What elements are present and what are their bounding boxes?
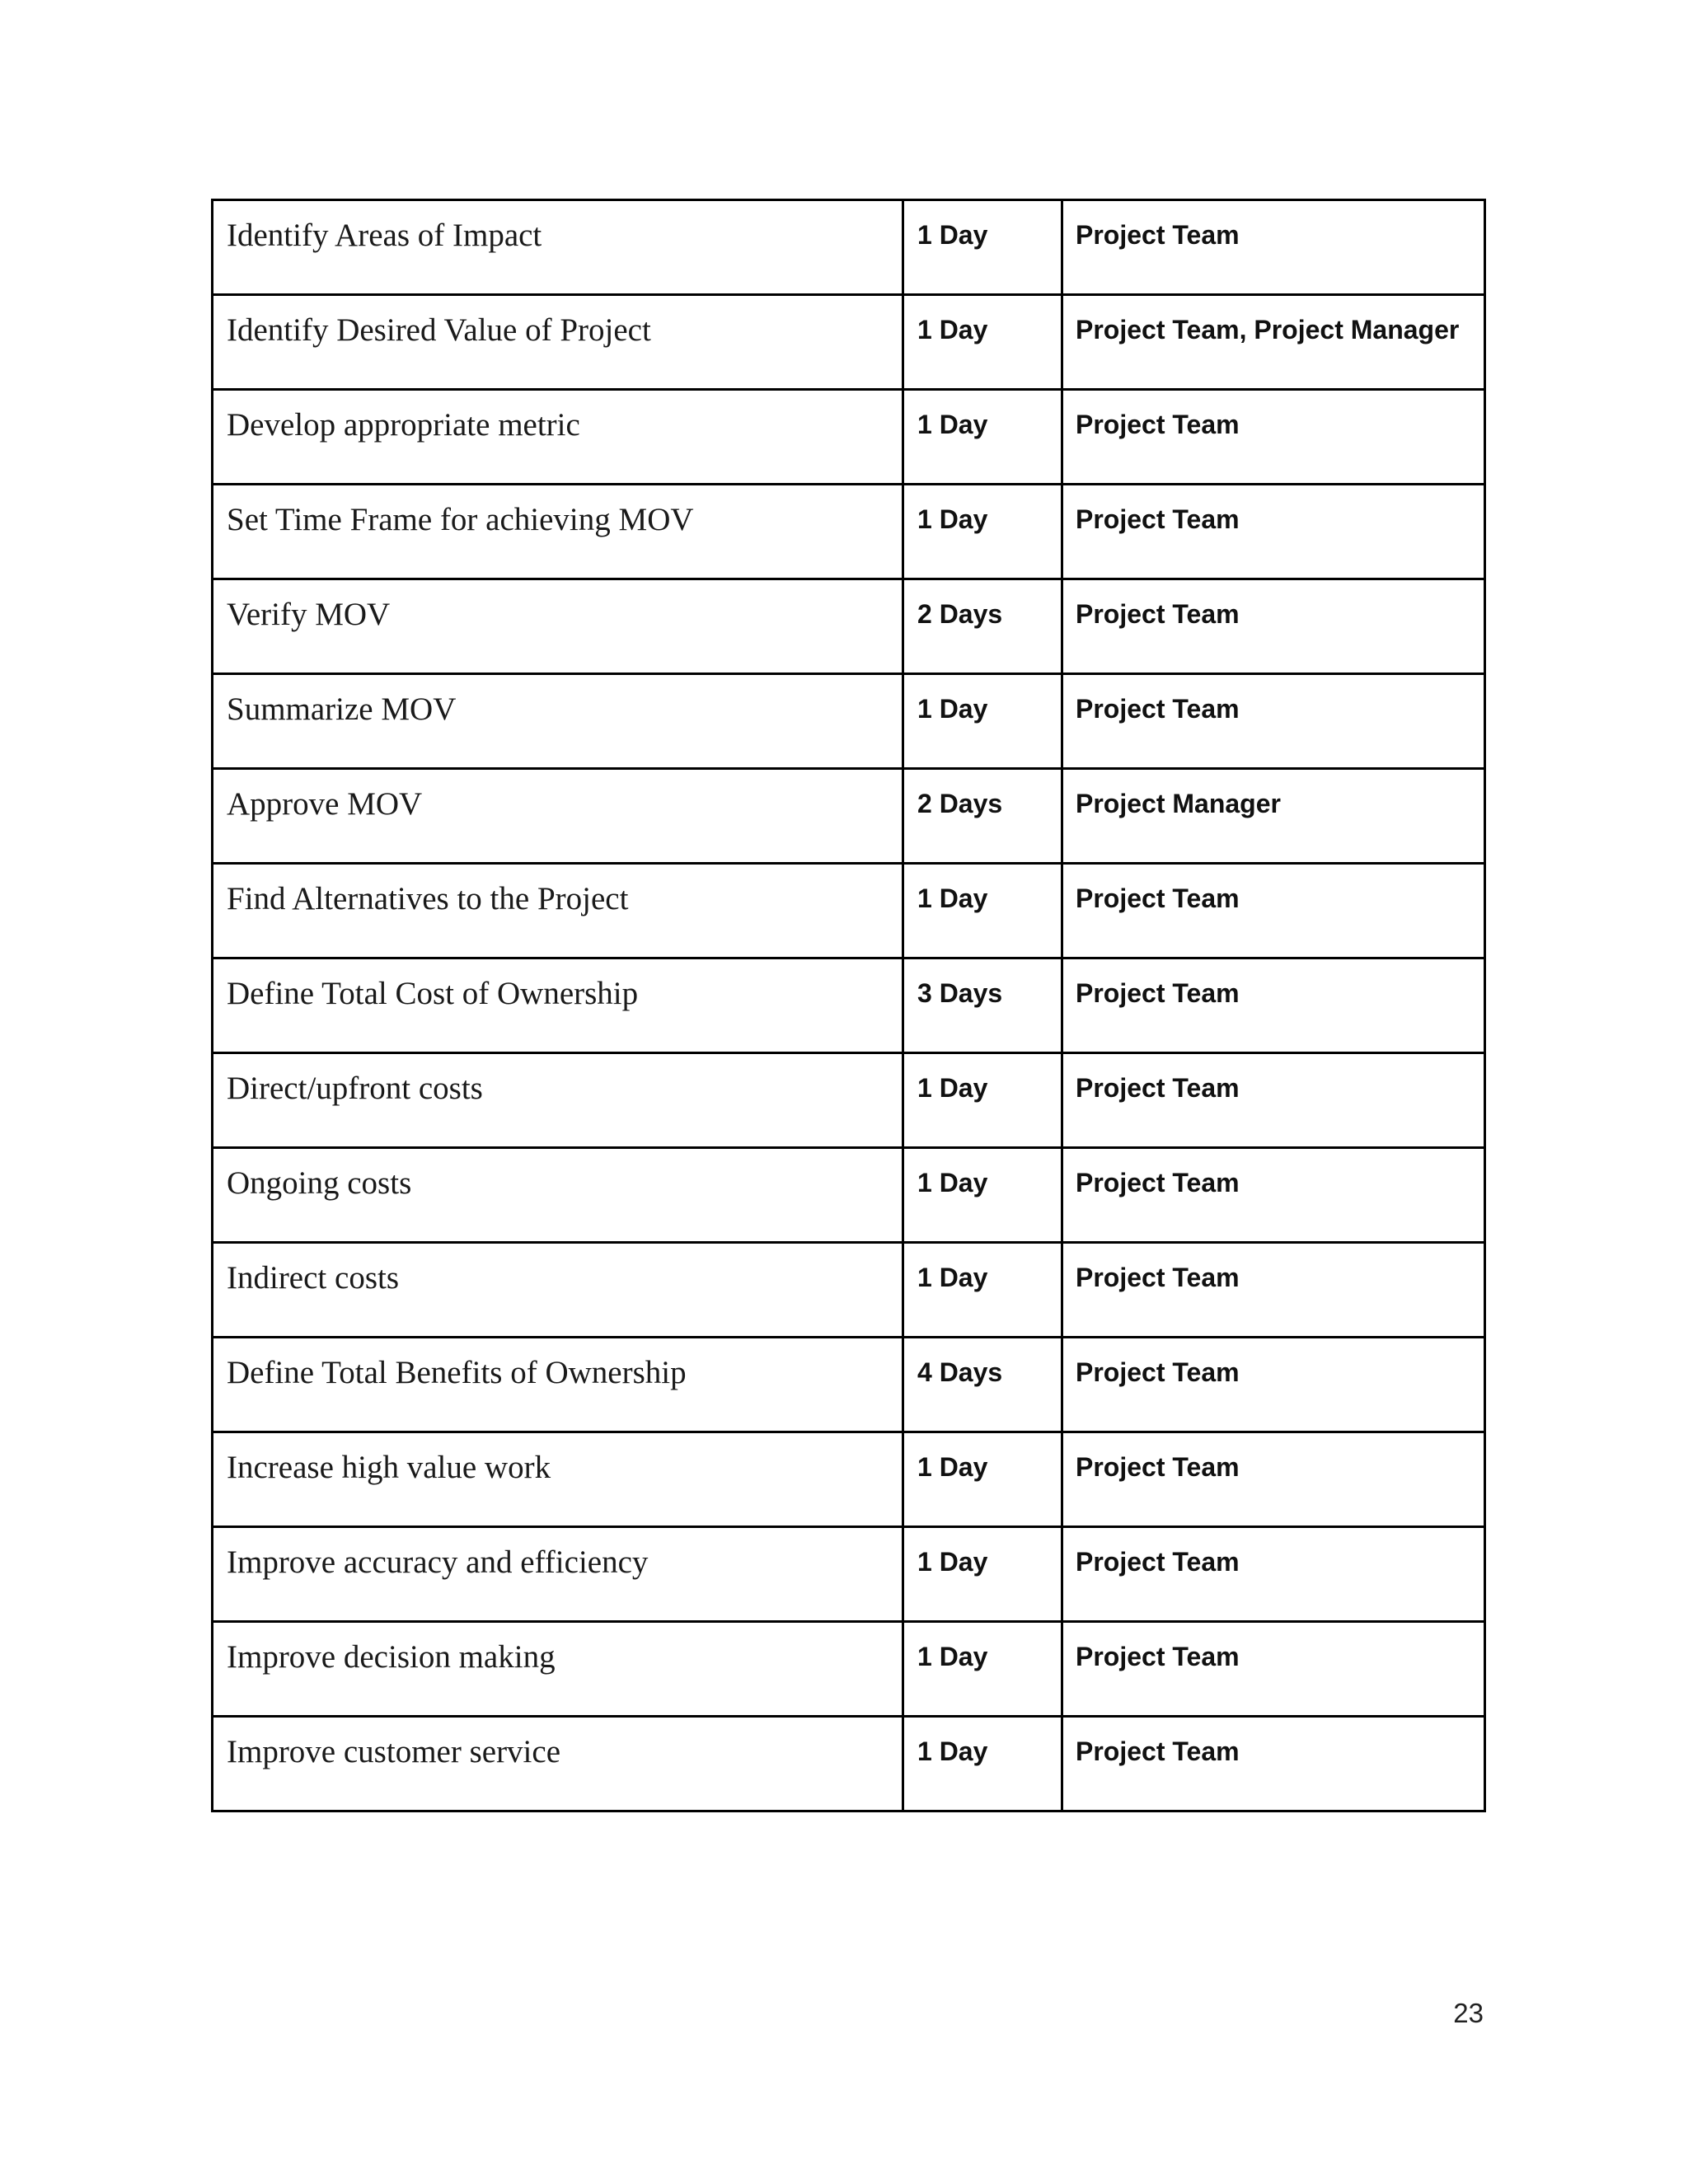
task-resource: Project Team bbox=[1076, 504, 1240, 534]
task-resource: Project Team bbox=[1076, 1642, 1240, 1671]
task-resource: Project Team bbox=[1076, 599, 1240, 629]
table-row bbox=[213, 864, 1485, 958]
task-name: Verify MOV bbox=[227, 597, 391, 632]
table-row bbox=[213, 295, 1485, 390]
duration-cell bbox=[903, 200, 1062, 295]
resource-cell bbox=[1062, 579, 1485, 674]
task-resource: Project Team bbox=[1076, 1357, 1240, 1387]
task-duration: 2 Days bbox=[917, 789, 1003, 818]
task-cell bbox=[213, 390, 903, 485]
task-cell bbox=[213, 1527, 903, 1622]
table-row bbox=[213, 1053, 1485, 1148]
table-row bbox=[213, 1338, 1485, 1432]
task-cell bbox=[213, 1622, 903, 1717]
task-cell bbox=[213, 1053, 903, 1148]
task-duration: 1 Day bbox=[917, 883, 988, 913]
task-name: Indirect costs bbox=[227, 1260, 400, 1296]
task-duration: 1 Day bbox=[917, 220, 988, 250]
task-cell bbox=[213, 579, 903, 674]
table-row bbox=[213, 1148, 1485, 1243]
task-name: Identify Areas of Impact bbox=[227, 218, 542, 253]
duration-cell bbox=[903, 674, 1062, 769]
task-resource: Project Team bbox=[1076, 1263, 1240, 1292]
table-row bbox=[213, 1432, 1485, 1527]
table-body bbox=[213, 200, 1485, 1811]
task-duration: 1 Day bbox=[917, 1452, 988, 1482]
table-row bbox=[213, 1622, 1485, 1717]
duration-cell bbox=[903, 1053, 1062, 1148]
resource-cell bbox=[1062, 390, 1485, 485]
task-name: Increase high value work bbox=[227, 1450, 551, 1485]
task-name: Identify Desired Value of Project bbox=[227, 312, 651, 348]
resource-cell bbox=[1062, 1527, 1485, 1622]
table-row bbox=[213, 579, 1485, 674]
duration-cell bbox=[903, 485, 1062, 579]
task-name: Summarize MOV bbox=[227, 691, 457, 727]
task-resource: Project Team bbox=[1076, 978, 1240, 1008]
task-resource: Project Team, Project Manager bbox=[1076, 315, 1460, 344]
table-row bbox=[213, 1527, 1485, 1622]
resource-cell bbox=[1062, 1622, 1485, 1717]
duration-cell bbox=[903, 579, 1062, 674]
task-name: Improve accuracy and efficiency bbox=[227, 1544, 649, 1580]
task-cell bbox=[213, 1432, 903, 1527]
task-name: Direct/upfront costs bbox=[227, 1071, 483, 1106]
task-cell bbox=[213, 864, 903, 958]
task-duration: 1 Day bbox=[917, 315, 988, 344]
task-resource: Project Team bbox=[1076, 1452, 1240, 1482]
task-duration: 1 Day bbox=[917, 1736, 988, 1766]
task-duration: 1 Day bbox=[917, 1547, 988, 1577]
task-name: Set Time Frame for achieving MOV bbox=[227, 502, 694, 537]
table-row bbox=[213, 769, 1485, 864]
resource-cell bbox=[1062, 485, 1485, 579]
table-row bbox=[213, 1243, 1485, 1338]
task-duration: 1 Day bbox=[917, 694, 988, 724]
duration-cell bbox=[903, 1148, 1062, 1243]
task-duration: 1 Day bbox=[917, 1263, 988, 1292]
duration-cell bbox=[903, 1622, 1062, 1717]
task-duration: 4 Days bbox=[917, 1357, 1003, 1387]
table-row bbox=[213, 485, 1485, 579]
duration-cell bbox=[903, 1243, 1062, 1338]
page-number: 23 bbox=[1453, 1998, 1484, 2028]
resource-cell bbox=[1062, 1053, 1485, 1148]
task-resource: Project Team bbox=[1076, 410, 1240, 439]
task-resource: Project Team bbox=[1076, 1168, 1240, 1197]
duration-cell bbox=[903, 1717, 1062, 1811]
task-cell bbox=[213, 674, 903, 769]
resource-cell bbox=[1062, 1243, 1485, 1338]
task-resource: Project Team bbox=[1076, 1547, 1240, 1577]
task-duration: 3 Days bbox=[917, 978, 1003, 1008]
table-row bbox=[213, 674, 1485, 769]
resource-cell bbox=[1062, 295, 1485, 390]
table-row bbox=[213, 1717, 1485, 1811]
task-duration: 1 Day bbox=[917, 504, 988, 534]
resource-cell bbox=[1062, 1432, 1485, 1527]
task-cell bbox=[213, 958, 903, 1053]
task-resource: Project Manager bbox=[1076, 789, 1281, 818]
task-resource: Project Team bbox=[1076, 1073, 1240, 1103]
task-cell bbox=[213, 1338, 903, 1432]
task-schedule-table bbox=[211, 199, 1486, 1812]
duration-cell bbox=[903, 1527, 1062, 1622]
duration-cell bbox=[903, 390, 1062, 485]
task-name: Improve decision making bbox=[227, 1639, 556, 1675]
task-duration: 2 Days bbox=[917, 599, 1003, 629]
task-resource: Project Team bbox=[1076, 883, 1240, 913]
resource-cell bbox=[1062, 958, 1485, 1053]
task-cell bbox=[213, 769, 903, 864]
task-cell bbox=[213, 1148, 903, 1243]
task-resource: Project Team bbox=[1076, 694, 1240, 724]
duration-cell bbox=[903, 769, 1062, 864]
duration-cell bbox=[903, 1338, 1062, 1432]
task-cell bbox=[213, 1243, 903, 1338]
task-duration: 1 Day bbox=[917, 1642, 988, 1671]
task-cell bbox=[213, 485, 903, 579]
table-row bbox=[213, 958, 1485, 1053]
task-resource: Project Team bbox=[1076, 220, 1240, 250]
task-duration: 1 Day bbox=[917, 1168, 988, 1197]
resource-cell bbox=[1062, 1717, 1485, 1811]
task-name: Develop appropriate metric bbox=[227, 407, 580, 443]
duration-cell bbox=[903, 864, 1062, 958]
task-duration: 1 Day bbox=[917, 410, 988, 439]
task-name: Ongoing costs bbox=[227, 1165, 412, 1201]
task-name: Define Total Benefits of Ownership bbox=[227, 1355, 687, 1390]
task-name: Find Alternatives to the Project bbox=[227, 881, 629, 916]
task-name: Approve MOV bbox=[227, 786, 423, 822]
resource-cell bbox=[1062, 1148, 1485, 1243]
task-cell bbox=[213, 200, 903, 295]
task-name: Define Total Cost of Ownership bbox=[227, 976, 639, 1011]
resource-cell bbox=[1062, 1338, 1485, 1432]
task-cell bbox=[213, 1717, 903, 1811]
task-cell bbox=[213, 295, 903, 390]
task-duration: 1 Day bbox=[917, 1073, 988, 1103]
resource-cell bbox=[1062, 864, 1485, 958]
table-row bbox=[213, 390, 1485, 485]
resource-cell bbox=[1062, 200, 1485, 295]
resource-cell bbox=[1062, 769, 1485, 864]
task-name: Improve customer service bbox=[227, 1734, 561, 1769]
table-row bbox=[213, 200, 1485, 295]
duration-cell bbox=[903, 1432, 1062, 1527]
task-resource: Project Team bbox=[1076, 1736, 1240, 1766]
duration-cell bbox=[903, 958, 1062, 1053]
duration-cell bbox=[903, 295, 1062, 390]
resource-cell bbox=[1062, 674, 1485, 769]
